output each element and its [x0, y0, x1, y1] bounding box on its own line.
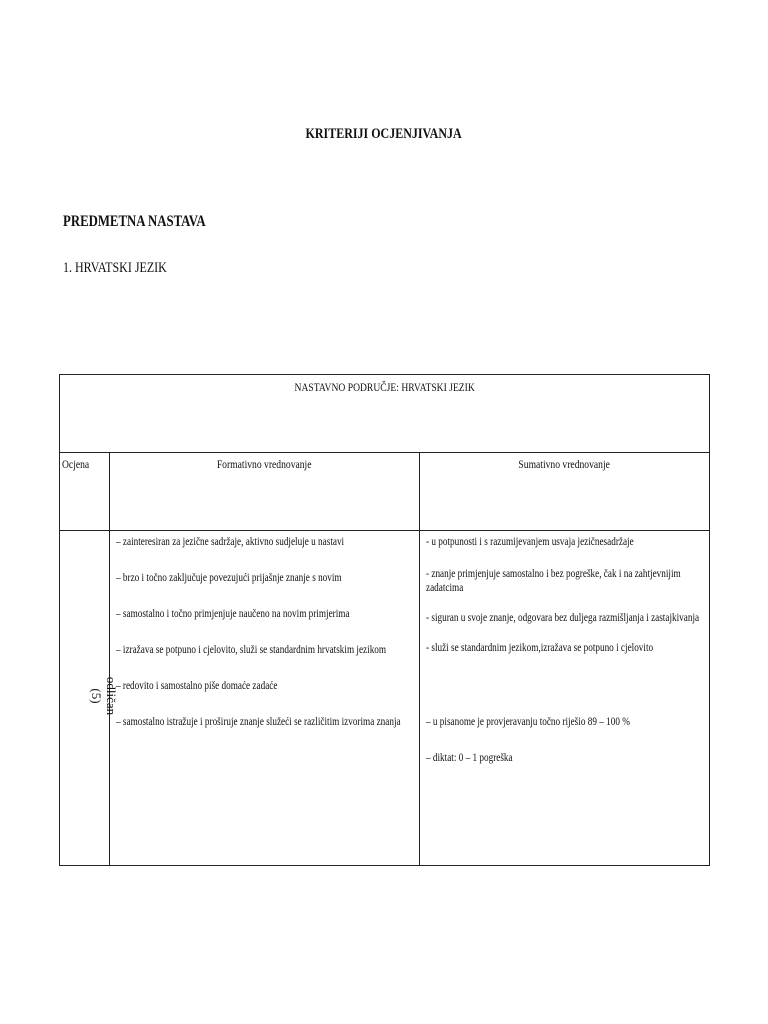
grade-label-rotated: [89, 676, 119, 716]
grade-number: (5): [89, 688, 104, 704]
column-header-formative-text: Formativno vrednovanje: [217, 457, 312, 471]
formative-item: – redovito i samostalno piše domaće zadaće: [116, 680, 278, 692]
summative-item: - u potpunosti i s razumijevanjem usvaja jezičnesadržaje: [426, 536, 634, 548]
column-header-formative: [110, 453, 420, 531]
formative-cell: [110, 531, 420, 866]
table-header-row: [60, 375, 710, 453]
summative-item: - znanje primjenjuje samostalno i bez pogreške, čak i na zahtjevnijim zadatcima: [426, 568, 681, 594]
formative-item: – brzo i točno zaključuje povezujući prijašnje znanje s novim: [116, 572, 342, 584]
table-header-cell: [60, 375, 710, 453]
subject-group-heading: [63, 213, 241, 231]
summative-item: – u pisanome je provjeravanju točno riješio 89 – 100 %: [426, 716, 630, 728]
summative-item: - siguran u svoje znanje, odgovara bez duljega razmišljanja i zastajkivanja: [426, 612, 700, 624]
grade-cell: [60, 531, 119, 866]
column-header-summative: [420, 453, 710, 531]
column-header-grade-text: Ocjena: [62, 457, 90, 471]
formative-item: – izražava se potpuno i cjelovito, služi se standardnim hrvatskim jezikom: [116, 644, 387, 656]
column-header-row: [60, 453, 710, 531]
summative-item: - služi se standardnim jezikom,izražava se potpuno i cjelovito: [426, 642, 654, 654]
column-header-summative-text: Sumativno vrednovanje: [518, 457, 611, 471]
formative-item: – zainteresiran za jezične sadržaje, aktivno sudjeluje u nastavi: [116, 536, 345, 548]
document-title: [0, 126, 768, 143]
formative-item: – samostalno istražuje i proširuje znanje služeći se različitim izvorima znanja: [116, 716, 401, 728]
summative-cell: [420, 531, 710, 866]
criteria-table: [59, 374, 710, 866]
table-header-text: NASTAVNO PODRUČJE: HRVATSKI JEZIK: [294, 380, 475, 394]
document-title-text: KRITERIJI OCJENJIVANJA: [305, 126, 463, 142]
column-header-grade: [60, 453, 110, 531]
summative-item: – diktat: 0 – 1 pogreška: [426, 752, 513, 764]
subject-group-text: PREDMETNA NASTAVA: [63, 213, 206, 230]
table-row: [60, 531, 710, 866]
subject-name-heading: [63, 260, 193, 277]
subject-name-text: 1. HRVATSKI JEZIK: [63, 260, 167, 276]
grade-word: odličan: [104, 676, 119, 716]
formative-item: – samostalno i točno primjenjuje naučeno na novim primjerima: [116, 608, 350, 620]
